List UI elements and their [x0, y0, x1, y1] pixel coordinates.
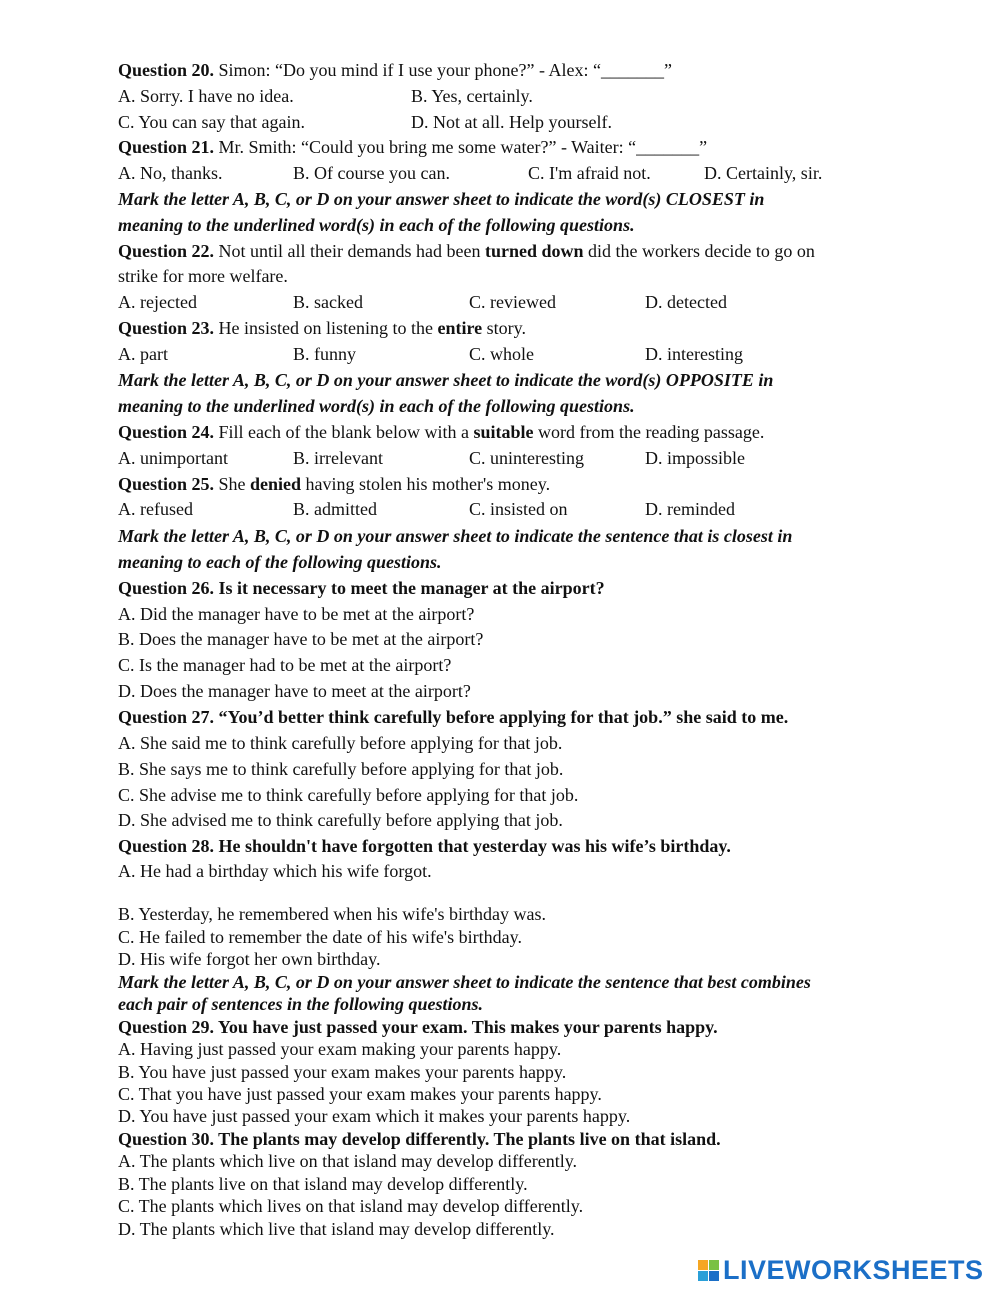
question-28-option-a: A. He had a birthday which his wife forgot.	[118, 861, 432, 881]
option-c: C. whole	[469, 344, 534, 364]
instruction-sentence-line-1: Mark the letter A, B, C, or D on your answer sheet to indicate the sentence that is closest in	[118, 526, 793, 546]
instruction-combine-line-2: each pair of sentences in the following questions.	[118, 994, 484, 1014]
logo-text: LIVEWORKSHEETS	[723, 1254, 984, 1285]
question-30-option-a: A. The plants which live on that island may develop differently.	[118, 1151, 578, 1171]
question-27-option-c: C. She advise me to think carefully before applying for that job.	[118, 785, 579, 805]
option-c: C. insisted on	[469, 499, 568, 519]
question-22-stem	[118, 240, 815, 262]
question-29-option-b: B. You have just passed your exam makes your parents happy.	[118, 1062, 567, 1082]
instruction-combine-line-1: Mark the letter A, B, C, or D on your answer sheet to indicate the sentence that best combines	[118, 972, 811, 992]
question-27-option-b: B. She says me to think carefully before applying for that job.	[118, 759, 564, 779]
option-c: C. You can say that again.	[118, 112, 305, 132]
question-28-stem: Question 28. He shouldn't have forgotten that yesterday was his wife’s birthday.	[118, 836, 731, 856]
option-d: D. Not at all. Help yourself.	[411, 112, 612, 132]
instruction-sentence-line-2: meaning to each of the following questions.	[118, 552, 442, 572]
option-b: B. Yes, certainly.	[411, 86, 533, 106]
question-26-option-d: D. Does the manager have to meet at the airport?	[118, 681, 471, 701]
option-d: D. detected	[645, 292, 727, 312]
question-number: Question 25.	[118, 474, 215, 494]
question-28-option-d: D. His wife forgot her own birthday.	[118, 949, 381, 969]
option-a: A. rejected	[118, 292, 197, 312]
question-29-stem: Question 29. You have just passed your exam. This makes your parents happy.	[118, 1017, 718, 1037]
option-a: A. part	[118, 344, 168, 364]
question-28-option-c: C. He failed to remember the date of his wife's birthday.	[118, 927, 522, 947]
option-b: B. irrelevant	[293, 448, 383, 468]
question-25-stem	[118, 473, 550, 495]
logo-square-icon	[698, 1260, 708, 1270]
option-b: B. funny	[293, 344, 356, 364]
question-number: Question 24.	[118, 422, 215, 442]
option-b: B. sacked	[293, 292, 363, 312]
key-word: turned down	[484, 241, 584, 261]
instruction-closest-line-1: Mark the letter A, B, C, or D on your answer sheet to indicate the word(s) CLOSEST in	[118, 189, 765, 209]
question-21-stem	[118, 136, 707, 158]
key-word: entire	[437, 318, 483, 338]
question-text: Mr. Smith: “Could you bring me some water?” - Waiter: “_______”	[214, 137, 708, 157]
key-word: suitable	[473, 422, 534, 442]
option-d: D. interesting	[645, 344, 743, 364]
question-text: story.	[482, 318, 526, 338]
question-29-option-c: C. That you have just passed your exam makes your parents happy.	[118, 1084, 602, 1104]
option-c: C. uninteresting	[469, 448, 584, 468]
question-30-option-d: D. The plants which live that island may develop differently.	[118, 1219, 555, 1239]
question-26-option-b: B. Does the manager have to be met at the airport?	[118, 629, 484, 649]
logo-square-icon	[709, 1271, 719, 1281]
option-d: D. reminded	[645, 499, 735, 519]
question-27-option-d: D. She advised me to think carefully before applying that job.	[118, 810, 563, 830]
logo-square-icon	[709, 1260, 719, 1270]
question-20-stem	[118, 59, 672, 81]
question-text: Simon: “Do you mind if I use your phone?” - Alex: “_______”	[214, 60, 672, 80]
question-23-stem	[118, 317, 526, 339]
question-text: did the workers decide to go on	[583, 241, 815, 261]
question-30-option-c: C. The plants which lives on that island may develop differently.	[118, 1196, 584, 1216]
question-28-option-b: B. Yesterday, he remembered when his wife's birthday was.	[118, 904, 546, 924]
question-text: having stolen his mother's money.	[301, 474, 551, 494]
option-c: C. I'm afraid not.	[528, 163, 651, 183]
instruction-closest-line-2: meaning to the underlined word(s) in each of the following questions.	[118, 215, 635, 235]
option-a: A. unimportant	[118, 448, 228, 468]
question-29-option-d: D. You have just passed your exam which it makes your parents happy.	[118, 1106, 631, 1126]
option-b: B. Of course you can.	[293, 163, 450, 183]
question-text: word from the reading passage.	[533, 422, 765, 442]
logo-square-icon	[698, 1271, 708, 1281]
question-29-option-a: A. Having just passed your exam making your parents happy.	[118, 1039, 562, 1059]
question-26-stem: Question 26. Is it necessary to meet the manager at the airport?	[118, 578, 605, 598]
question-27-stem: Question 27. “You’d better think carefully before applying for that job.” she said to me.	[118, 707, 789, 727]
question-text: Not until all their demands had been	[214, 241, 485, 261]
option-a: A. refused	[118, 499, 193, 519]
option-d: D. Certainly, sir.	[704, 163, 823, 183]
logo-mark-icon	[698, 1260, 719, 1281]
question-27-option-a: A. She said me to think carefully before applying for that job.	[118, 733, 563, 753]
option-b: B. admitted	[293, 499, 377, 519]
question-number: Question 23.	[118, 318, 215, 338]
instruction-opposite-line-1: Mark the letter A, B, C, or D on your answer sheet to indicate the word(s) OPPOSITE in	[118, 370, 774, 390]
option-a: A. Sorry. I have no idea.	[118, 86, 294, 106]
option-d: D. impossible	[645, 448, 746, 468]
question-24-stem	[118, 421, 764, 443]
instruction-opposite-line-2: meaning to the underlined word(s) in each of the following questions.	[118, 396, 635, 416]
question-22-stem-line-2: strike for more welfare.	[118, 266, 288, 286]
option-c: C. reviewed	[469, 292, 556, 312]
option-a: A. No, thanks.	[118, 163, 223, 183]
question-text: She	[214, 474, 251, 494]
question-number: Question 20.	[118, 60, 215, 80]
question-text: He insisted on listening to the	[214, 318, 438, 338]
question-number: Question 22.	[118, 241, 215, 261]
question-text: Fill each of the blank below with a	[214, 422, 474, 442]
question-26-option-a: A. Did the manager have to be met at the airport?	[118, 604, 475, 624]
question-number: Question 21.	[118, 137, 215, 157]
question-30-stem: Question 30. The plants may develop differently. The plants live on that island.	[118, 1129, 721, 1149]
question-30-option-b: B. The plants live on that island may develop differently.	[118, 1174, 528, 1194]
key-word: denied	[250, 474, 302, 494]
liveworksheets-logo[interactable]	[698, 1255, 984, 1285]
question-26-option-c: C. Is the manager had to be met at the airport?	[118, 655, 452, 675]
